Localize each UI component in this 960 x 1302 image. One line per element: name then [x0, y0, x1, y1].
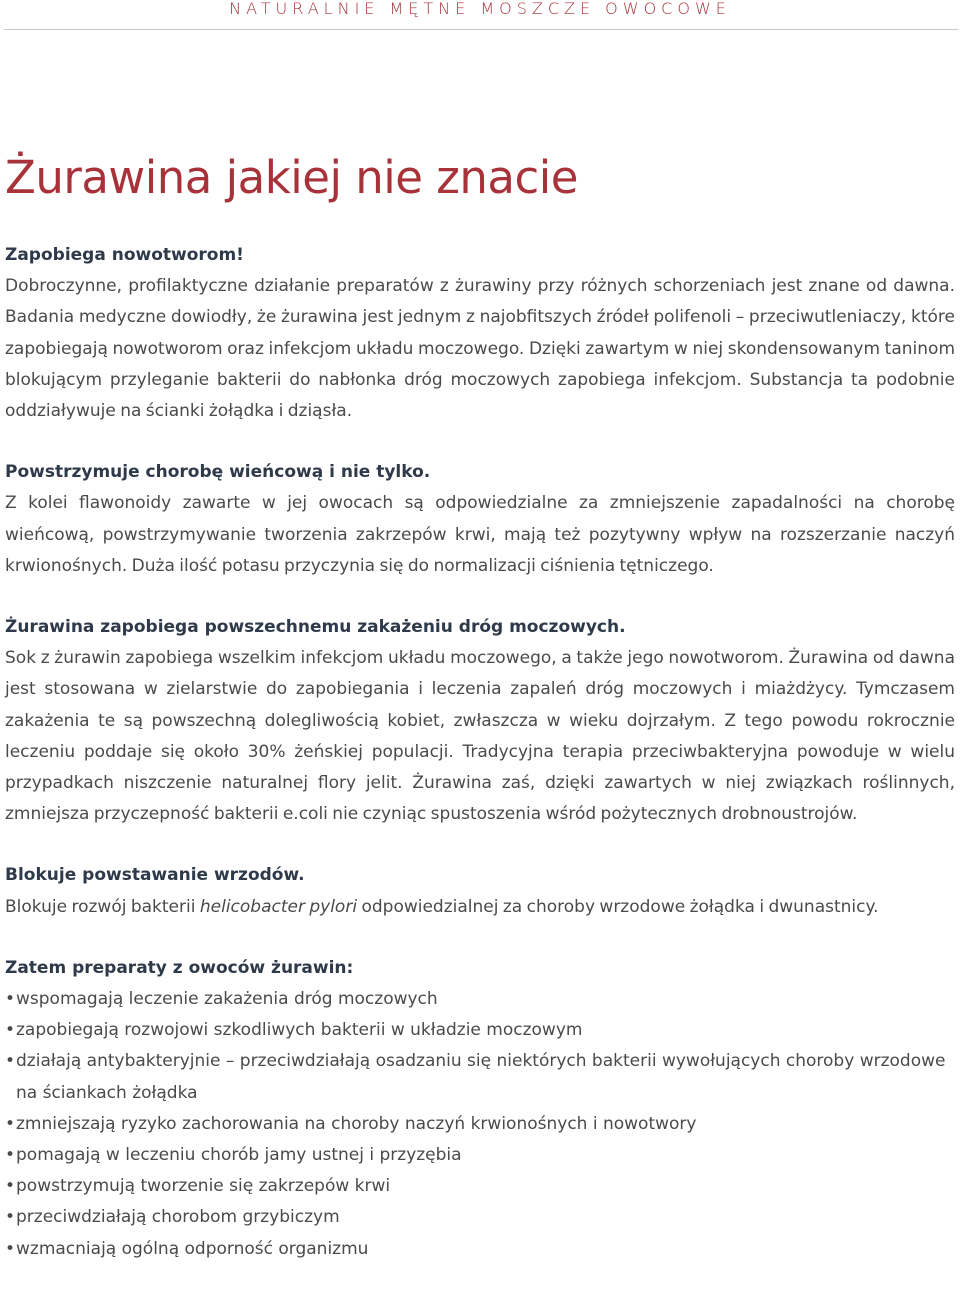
- bacteria-name: helicobacter pylori: [199, 896, 358, 917]
- list-item: • przeciwdziałają chorobom grzybiczym: [5, 1202, 955, 1233]
- article-body: [5, 240, 955, 1295]
- section-heading: Żurawina zapobiega powszechnemu zakażeniu dróg moczowych.: [5, 617, 626, 638]
- section-summary: [5, 953, 955, 1265]
- section-paragraph: Sok z żurawin zapobiega wszelkim infekcjom układu moczowego, a także jego nowotworom. Żurawina od dawna jest stosowana w zielarstwie do zapobiegania i leczenia zapaleń dróg moczowych i miażdżycy. Tymczasem zakażenia te są powszechną dolegliwością kobiet, zwłaszcza w wieku dojrzałym. Z tego powodu rokrocznie leczeniu poddaje się około 30% żeńskiej populacji. Tradycyjna terapia przeciwbakteryjna powoduje w wielu przypadkach niszczenie naturalnej flory jelit. Żurawina zaś, dzięki zawartych w niej związkach roślinnych, zmniejsza przyczepność bakterii e.coli nie czyniąc spustoszenia wśród pożytecznych drobnoustrojów.: [5, 648, 955, 825]
- section-ulcers: [5, 860, 955, 922]
- running-header: NATURALNIE MĘTNE MOSZCZE OWOCOWE: [229, 0, 731, 18]
- page-title: Żurawina jakiej nie znacie: [5, 151, 578, 204]
- section-urinary: [5, 612, 955, 830]
- section-cancer: [5, 240, 955, 427]
- list-item: • wspomagają leczenie zakażenia dróg moczowych: [5, 984, 955, 1015]
- list-item: • powstrzymują tworzenie się zakrzepów krwi: [5, 1171, 955, 1202]
- list-item: • wzmacniają ogólną odporność organizmu: [5, 1234, 955, 1265]
- section-heading: Powstrzymuje chorobę wieńcową i nie tylko.: [5, 462, 431, 483]
- summary-heading: Zatem preparaty z owoców żurawin:: [5, 957, 354, 978]
- header-divider: [4, 29, 958, 30]
- section-heading: Zapobiega nowotworom!: [5, 245, 244, 265]
- paragraph-text: odpowiedzialnej za choroby wrzodowe żołądka i dwunastnicy.: [357, 896, 879, 917]
- paragraph-text: Blokuje rozwój bakterii: [5, 896, 200, 917]
- list-item: • pomagają w leczeniu chorób jamy ustnej i przyzębia: [5, 1140, 955, 1171]
- section-paragraph: [5, 892, 955, 923]
- list-item: • zapobiegają rozwojowi szkodliwych bakterii w układzie moczowym: [5, 1015, 955, 1046]
- list-item: • zmniejszają ryzyko zachorowania na choroby naczyń krwionośnych i nowotwory: [5, 1109, 955, 1140]
- section-paragraph: Z kolei flawonoidy zawarte w jej owocach są odpowiedzialne za zmniejszenie zapadalności na chorobę wieńcową, powstrzymywanie tworzenia zakrzepów krwi, mają też pozytywny wpływ na rozszerzanie naczyń krwionośnych. Duża ilość potasu przyczynia się do normalizacji ciśnienia tętniczego.: [5, 493, 955, 576]
- list-item: • działają antybakteryjnie – przeciwdziałają osadzaniu się niektórych bakterii wywołujących choroby wrzodowe na ściankach żołądka: [5, 1046, 955, 1108]
- section-heart: [5, 457, 955, 582]
- benefits-list: [5, 984, 955, 1265]
- section-heading: Blokuje powstawanie wrzodów.: [5, 865, 305, 886]
- section-paragraph: Dobroczynne, profilaktyczne działanie preparatów z żurawiny przy różnych schorzeniach jest znane od dawna. Badania medyczne dowiodły, że żurawina jest jednym z najobfitszych źródeł polifenoli – przeciwutleniaczy, które zapobiegają nowotworom oraz infekcjom układu moczowego. Dzięki zawartym w niej skondensowanym taninom blokującym przyleganie bakterii do nabłonka dróg moczowych zapobiega infekcjom. Substancja ta podobnie oddziaływuje na ścianki żołądka i dziąsła.: [5, 276, 955, 422]
